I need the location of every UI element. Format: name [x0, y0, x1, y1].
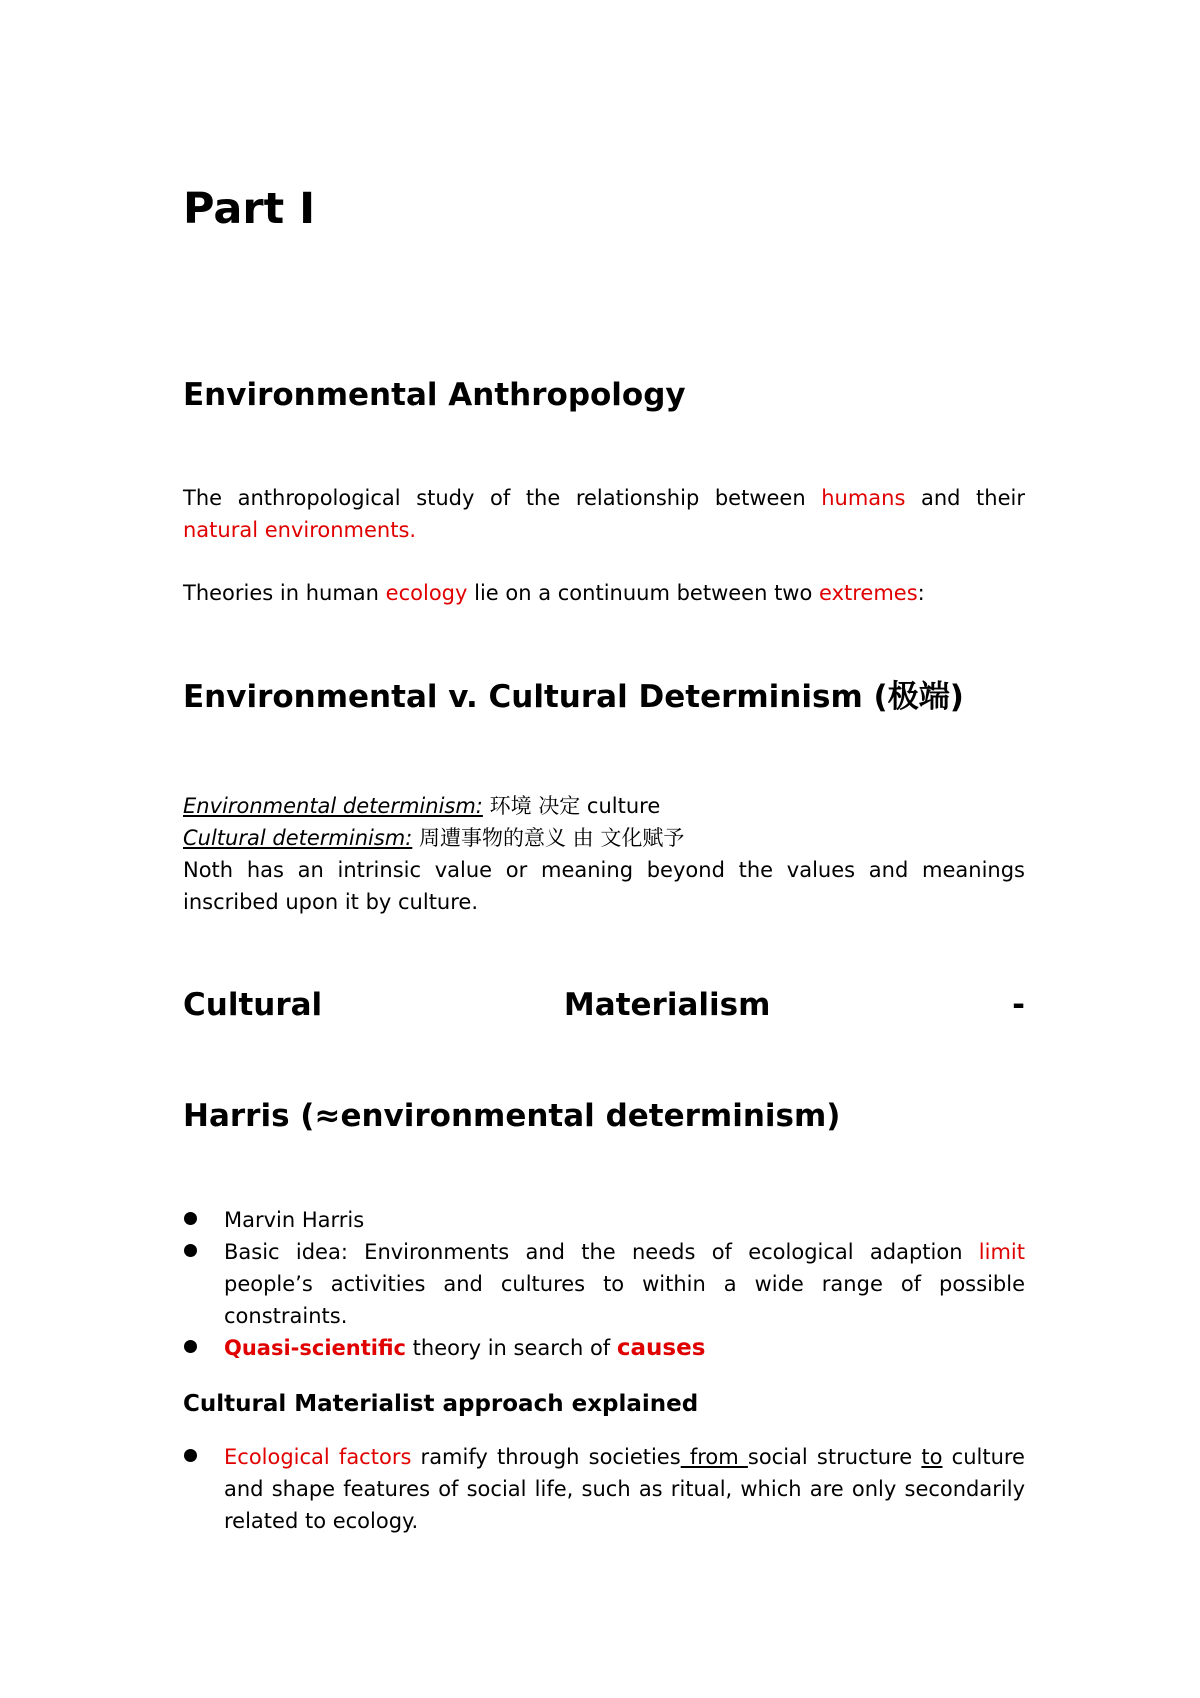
list-item: Marvin Harris: [183, 1204, 1025, 1236]
bullet-dot: [184, 1449, 197, 1462]
bullet-dot: [184, 1244, 197, 1257]
section-environmental-anthropology: [183, 375, 1025, 415]
list-item: Ecological factors ramify through societies from social structure to culture and shape features of social life, such as ritual, which are only secondarily related to ecology.: [183, 1441, 1025, 1537]
underlined-to: to: [921, 1445, 943, 1469]
part-title-block: [183, 183, 1025, 235]
list-item: Quasi-scientific theory in search of causes: [183, 1332, 1025, 1364]
cultural-determinism-line: Cultural determinism: 周遭事物的意义 由 文化赋予: [183, 826, 685, 850]
theories-paragraph: Theories in human ecology lie on a continuum between two extremes:: [183, 581, 925, 605]
term-environmental-determinism: Environmental determinism:: [183, 794, 483, 818]
highlight-causes: causes: [616, 1335, 706, 1361]
definition-paragraph: The anthropological study of the relationship between humans and their natural environments.: [183, 486, 1025, 542]
approach-bullets: [183, 1441, 1025, 1537]
highlight-quasi-scientific: Quasi-scientific: [224, 1336, 406, 1360]
bullet-dot: [184, 1212, 197, 1225]
highlight-extremes: extremes: [819, 581, 918, 605]
highlight-humans: humans: [821, 486, 906, 510]
highlight-limit: limit: [978, 1240, 1025, 1264]
list-item: Basic idea: Environments and the needs of ecological adaption limit people’s activities and cultures to within a wide range of possible constraints.: [183, 1236, 1025, 1332]
bullet-dot: [184, 1340, 197, 1353]
highlight-natural-environments: natural environments.: [183, 518, 417, 542]
section-heading: Environmental v. Cultural Determinism (极端): [183, 679, 964, 715]
section-heading-line1: Cultural Materialism -: [183, 987, 1025, 1023]
underlined-from: from: [680, 1445, 748, 1469]
subsection-heading: Cultural Materialist approach explained: [183, 1391, 699, 1417]
noth-paragraph: Noth has an intrinsic value or meaning beyond the values and meanings inscribed upon it by culture.: [183, 858, 1025, 914]
section-heading-line2: Harris (≈environmental determinism): [183, 1098, 841, 1134]
section-cultural-materialism: [183, 985, 1025, 1025]
highlight-ecological-factors: Ecological factors: [224, 1445, 412, 1469]
environmental-determinism-line: Environmental determinism: 环境 决定 culture: [183, 794, 661, 818]
highlight-ecology: ecology: [385, 581, 468, 605]
section-determinism: [183, 677, 1025, 717]
determinism-definitions: [183, 790, 1025, 918]
part-title: Part I: [183, 184, 316, 234]
section-approach-explained: [183, 1389, 1025, 1419]
term-cultural-determinism: Cultural determinism:: [183, 826, 413, 850]
section-heading: Environmental Anthropology: [183, 377, 686, 413]
harris-bullets: [183, 1204, 1025, 1364]
